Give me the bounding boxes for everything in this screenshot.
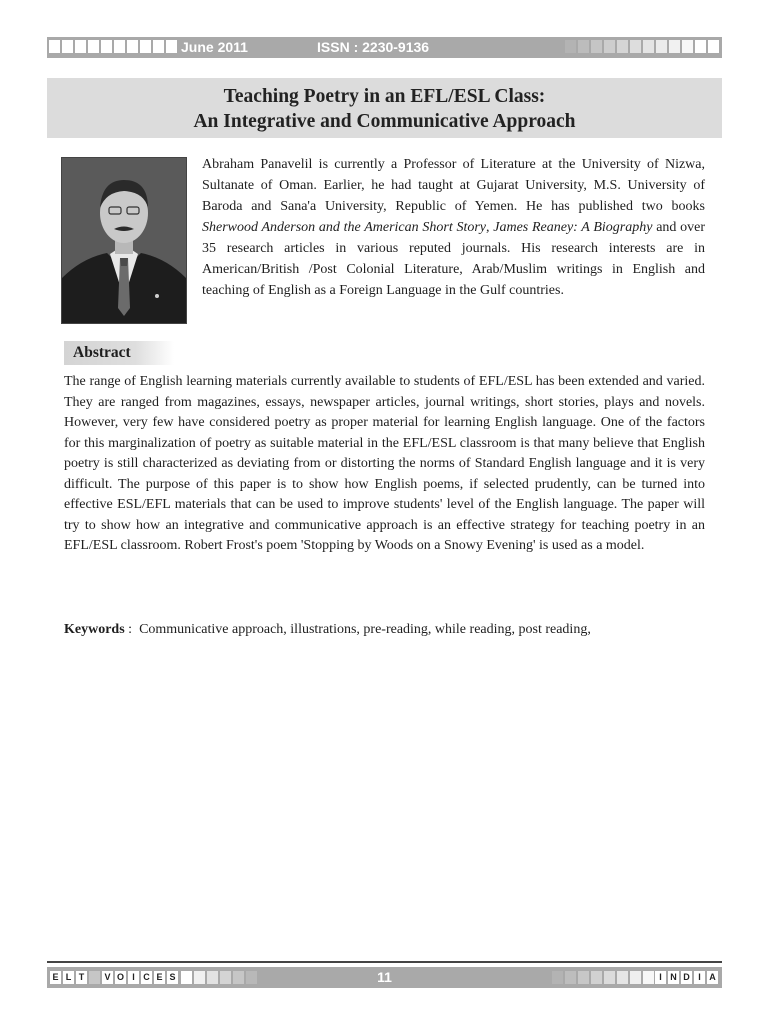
footer-bar	[47, 967, 722, 988]
footer-country	[655, 971, 720, 984]
abstract-heading: Abstract	[73, 344, 131, 361]
footer-letter: I	[655, 971, 666, 984]
header-bar	[47, 37, 722, 58]
footer-letter: T	[76, 971, 87, 984]
footer-letter: I	[694, 971, 705, 984]
footer-letter: A	[707, 971, 718, 984]
footer-letter: E	[50, 971, 61, 984]
footer-letter: O	[116, 972, 124, 982]
bio-text-2: and over 35 research articles in various reputed journals. His research interests are in American/British /Post Colonial Literature, Arab/Muslim writings in English and teaching of English as a Foreign Language in the Gulf countries.	[202, 220, 706, 298]
keywords-line	[64, 620, 591, 640]
footer-letter: I	[128, 971, 139, 984]
author-bio	[202, 154, 705, 301]
abstract-heading-box	[64, 341, 174, 365]
bio-text-1: Abraham Panavelil is currently a Professor of Literature at the University of Nizwa, Sultanate of Oman. Earlier, he had taught at Gujarat University, M.S. University of Baroda and Sana'a University, Republic of Yemen. He has published two books	[202, 157, 705, 214]
footer-letter: D	[681, 971, 692, 984]
footer-letter: V	[102, 971, 113, 984]
footer-letter: S	[167, 971, 178, 984]
bio-separator: ,	[486, 220, 494, 235]
keywords-separator: :	[124, 622, 140, 637]
article-title-line-1: Teaching Poetry in an EFL/ESL Class:	[223, 86, 546, 107]
header-squares-left	[49, 40, 179, 53]
book-title-2: James Reaney: A Biography	[493, 220, 653, 235]
abstract-text: The range of English learning materials currently available to students of EFL/ESL has been extended and varied. They are ranged from magazines, essays, newspaper articles, journal writings, short stories, plays and novels. However, very few have considered poetry as proper material for learning English language. One of the factors for this marginalization of poetry as suitable material in the EFL/ESL classroom is that many believe that English poetry is still characterized as deviating from or distorting the norms of Standard English language and it is very difficult. The purpose of this paper is to show how English poems, if selected prudently, can be turned into effective ESL/EFL materials that can be used to improve students' level of the English language. The paper will try to show how an integrative and communicative approach is an effective strategy for teaching poetry in an EFL/ESL classroom. Robert Frost's poem 'Stopping by Woods on a Snowy Evening' is used as a model.	[64, 374, 705, 553]
book-title-1: Sherwood Anderson and the American Short Story	[202, 220, 486, 235]
footer-squares-right	[552, 971, 656, 984]
article-title-line-2: An Integrative and Communicative Approach	[193, 111, 576, 132]
author-portrait-icon	[62, 158, 186, 323]
header-squares-right	[563, 40, 719, 53]
footer-letter: C	[141, 971, 152, 984]
footer-rule	[47, 961, 722, 963]
footer-letter: L	[63, 971, 74, 984]
page-number: 11	[377, 969, 392, 985]
footer-letter: N	[668, 971, 679, 984]
keywords-text: Communicative approach, illustrations, pre-reading, while reading, post reading,	[139, 622, 591, 637]
article-title-box	[47, 78, 722, 138]
author-photo	[61, 157, 187, 324]
footer-letter: E	[154, 971, 165, 984]
issue-date: June 2011	[181, 39, 248, 55]
keywords-label: Keywords	[64, 622, 125, 637]
issn: ISSN : 2230-9136	[317, 39, 430, 55]
